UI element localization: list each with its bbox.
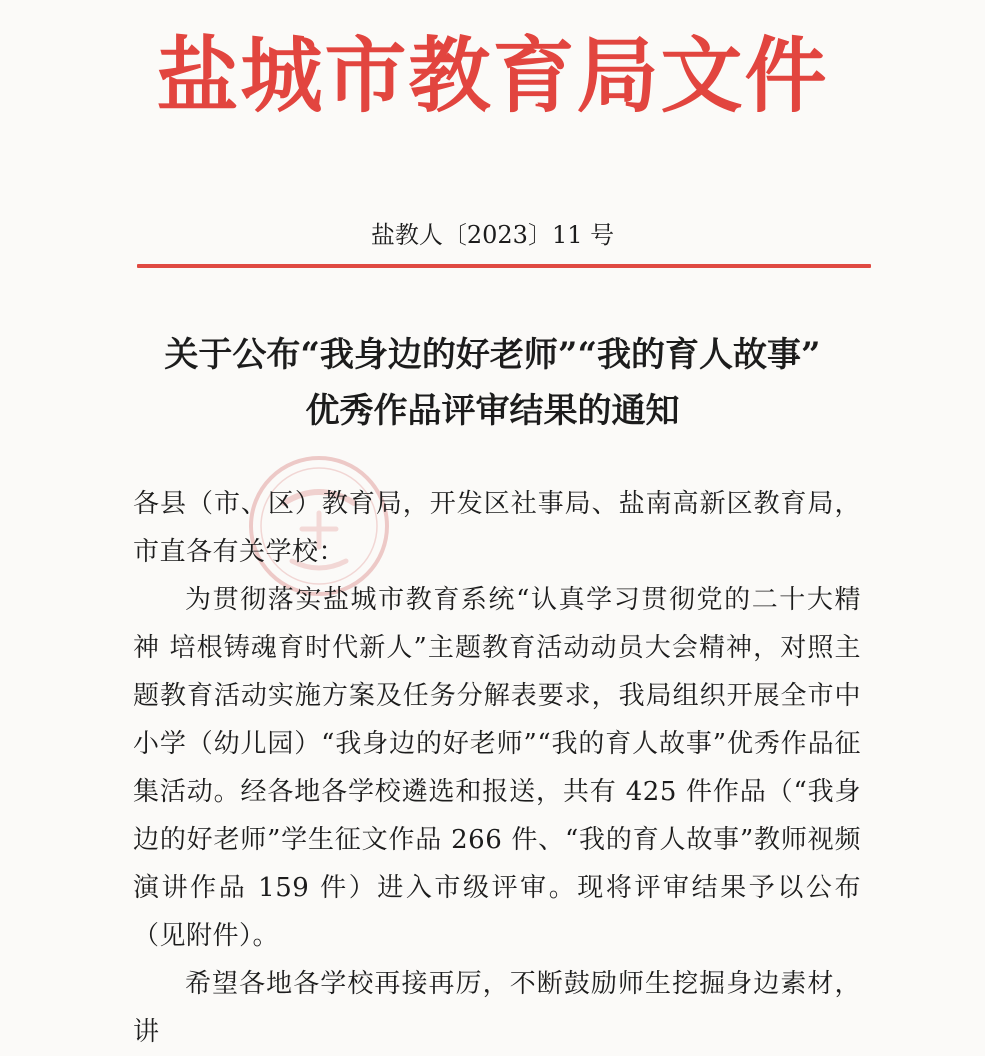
recipients-paragraph: 各县（市、区）教育局，开发区社事局、盐南高新区教育局，市直各有关学校： [133,489,861,567]
body-paragraph-2: 希望各地各学校再接再厉，不断鼓励师生挖掘身边素材，讲 [133,969,861,1047]
notice-title-line-2: 优秀作品评审结果的通知 [305,391,680,431]
document-number: 盐教人〔2023〕11 号 [370,221,615,249]
notice-title-line-1: 关于公布“我身边的好老师”“我的育人故事” [164,335,821,375]
notice-body [133,480,861,1056]
issuer-masthead: 盐城市教育局文件 [156,29,829,124]
red-separator-line [137,264,871,268]
body-paragraph-1: 为贯彻落实盐城市教育系统“认真学习贯彻党的二十大精神 培根铸魂育时代新人”主题教育活动动员大会精神，对照主题教育活动实施方案及任务分解表要求，我局组织开展全市中小学（幼儿园）“我身边的好老师”“我的育人故事”优秀作品征集活动。经各地各学校遴选和报送，共有 425 件作品（“我身边的好老师”学生征文作品 266 件、“我的育人故事”教师视频演讲作品 159 件）进入市级评审。现将评审结果予以公布（见附件）。 [133,585,861,951]
